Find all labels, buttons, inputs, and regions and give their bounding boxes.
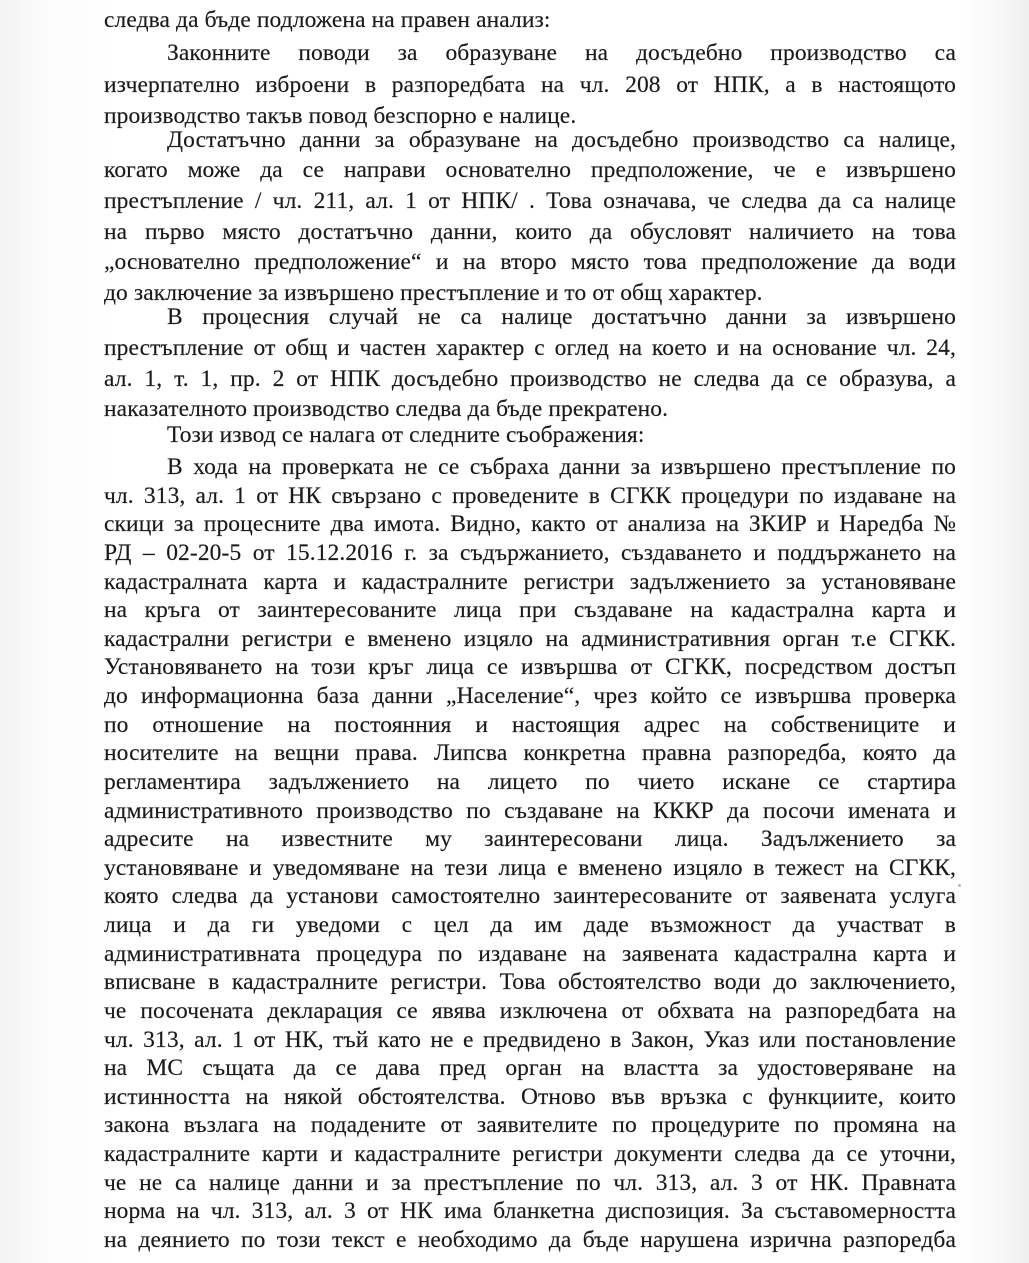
text-line: административното производство по създаване на КККР да посочи имената и bbox=[104, 798, 956, 824]
text-line: чл. 313, ал. 1 от НК, тъй като не е предвидено в Закон, Указ или постановление bbox=[104, 1027, 956, 1053]
text-line: която следва да установи самостоятелно заинтересованите от заявената услуга bbox=[104, 883, 956, 909]
text-line: В хода на проверката не се събраха данни за извършено престъпление по bbox=[167, 454, 956, 480]
text-line: следва да бъде подложена на правен анализ: bbox=[104, 7, 551, 33]
text-line: Достатъчно данни за образуване на досъдебно производство са налице, bbox=[167, 127, 956, 153]
text-line: истинността на някой обстоятелства. Отново във връзка с функциите, които bbox=[104, 1084, 956, 1110]
text-line: кадастралната карта и кадастралните регистри задължението за установяване bbox=[104, 569, 956, 595]
text-line: кадастралните карти и кадастралните регистри документи следва да се уточни, bbox=[104, 1141, 956, 1167]
text-line: чл. 313, ал. 1 от НК свързано с проведените в СГКК процедури по издаване на bbox=[104, 483, 956, 509]
text-line: адресите на известните му заинтересовани лица. Задължението за bbox=[104, 826, 956, 852]
text-line: носителите на вещни права. Липсва конкретна правна разпоредба, която да bbox=[104, 740, 956, 766]
text-line: производство такъв повод безспорно е налице. bbox=[104, 103, 577, 129]
text-line: по отношение на постоянния и настоящия адрес на собствениците и bbox=[104, 712, 956, 738]
text-line: че посочената декларация се явява изключена от обхвата на разпоредбата на bbox=[104, 998, 956, 1024]
text-line: до заключение за извършено престъпление и то от общ характер. bbox=[104, 280, 763, 306]
text-line: вписване в кадастралните регистри. Това обстоятелство води до заключението, bbox=[104, 969, 956, 995]
text-line: на МС същата да се дава пред орган на властта за удостоверяване на bbox=[104, 1055, 956, 1081]
text-line: регламентира задължението на лицето по чието искане се стартира bbox=[104, 769, 956, 795]
text-line: ал. 1, т. 1, пр. 2 от НПК досъдебно производство не следва да се образува, а bbox=[104, 366, 956, 392]
text-line: на първо място достатъчно данни, които да обусловят наличието на това bbox=[104, 219, 956, 245]
text-line: кадастрални регистри е вменено изцяло на административния орган т.е СГКК. bbox=[104, 626, 956, 652]
text-line: Този извод се налага от следните съображения: bbox=[167, 422, 645, 448]
text-line: установяване и уведомяване на тези лица е вменено изцяло в тежест на СГКК, bbox=[104, 855, 956, 881]
scan-speck bbox=[958, 884, 961, 887]
text-line: лица и да ги уведоми с цел да им даде възможност да участват в bbox=[104, 912, 956, 938]
text-line: престъпление от общ и частен характер с оглед на което и на основание чл. 24, bbox=[104, 335, 956, 361]
text-line: РД – 02-20-5 от 15.12.2016 г. за съдържанието, създаването и поддържането на bbox=[104, 540, 956, 566]
text-line: скици за процесните два имота. Видно, както от анализа на ЗКИР и Наредба № bbox=[104, 511, 956, 537]
text-line: че не са налице данни и за престъпление по чл. 313, ал. 3 от НК. Правната bbox=[104, 1170, 956, 1196]
text-line: закона възлага на подадените от заявителите по процедурите по промяна на bbox=[104, 1112, 956, 1138]
text-line: престъпление / чл. 211, ал. 1 от НПК/ . Това означава, че следва да са налице bbox=[104, 188, 956, 214]
text-line: „основателно предположение“ и на второ място това предположение да води bbox=[104, 249, 956, 275]
text-line: когато може да се направи основателно предположение, че е извършено bbox=[104, 157, 956, 183]
text-line: наказателното производство следва да бъде прекратено. bbox=[104, 396, 669, 422]
text-line: до информационна база данни „Население“, чрез който се извършва проверка bbox=[104, 683, 956, 709]
text-line: административната процедура по издаване на заявената кадастрална карта и bbox=[104, 941, 956, 967]
text-line: В процесния случай не са налице достатъчно данни за извършено bbox=[167, 304, 956, 330]
text-line: норма на чл. 313, ал. 3 от НК има бланкетна диспозиция. За съставомерността bbox=[104, 1198, 956, 1224]
text-line: изчерпателно изброени в разпоредбата на чл. 208 от НПК, а в настоящото bbox=[104, 72, 956, 98]
text-line: Законните поводи за образуване на досъдебно производство са bbox=[167, 40, 956, 66]
text-line: на деянието по този текст е необходимо да бъде нарушена изрична разпоредба bbox=[104, 1227, 956, 1253]
text-line: Установяването на този кръг лица се извършва от СГКК, посредством достъп bbox=[104, 654, 956, 680]
text-line: на кръга от заинтересованите лица при създаване на кадастрална карта и bbox=[104, 597, 956, 623]
